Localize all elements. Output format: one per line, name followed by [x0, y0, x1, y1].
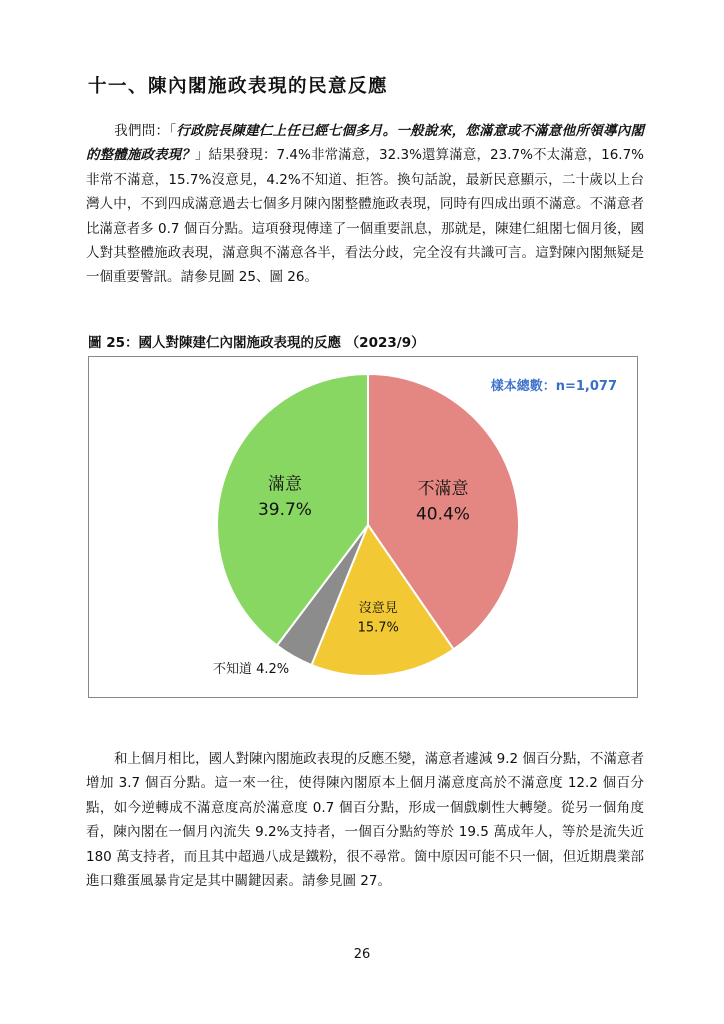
- pie-slice-value: 40.4%: [415, 504, 470, 525]
- paragraph-intro: [86, 119, 644, 290]
- paragraph-comparison: [86, 747, 644, 893]
- pie-slice-label: 不知道 4.2%: [212, 662, 290, 678]
- page-number: 26: [353, 947, 371, 962]
- pie-chart: [89, 357, 637, 697]
- figure-caption: 圖 25：國人對陳建仁內閣施政表現的反應 （2023/9）: [88, 335, 425, 351]
- pie-slice-value: 39.7%: [257, 500, 312, 521]
- sample-size-label: 樣本總數：n=1,077: [490, 379, 617, 394]
- pie-slice-name: 不滿意: [417, 479, 469, 500]
- section-title: 十一、陳內閣施政表現的民意反應: [88, 76, 389, 97]
- pie-chart-frame: [88, 356, 638, 698]
- para1-rest: 」結果發現：7.4%非常滿意，32.3%還算滿意，23.7%不太滿意，16.7%非常不滿意，15.7%沒意見，4.2%不知道、拒答。換句話說，最新民意顯示，二十歲以上台灣人中，不到四成滿意過去七個多月陳內閣整體施政表現，同時有四成出頭不滿意。不滿意者比滿意者多 0.7 個百分點。這項發現傳達了一個重要訊息，那就是，陳建仁組閣七個月後，國人對其整體施政表現，滿意與不滿意各半，看法分歧，完全沒有共識可言。這對陳內閣無疑是一個重要警訊。請參見圖 25、圖 26。: [86, 147, 644, 286]
- survey-question: 行政院長陳建仁上任已經七個多月。一般說來，您滿意或不滿意他所領導內閣的整體施政表現？: [86, 123, 645, 164]
- pie-slice-name: 滿意: [267, 474, 302, 495]
- para2-text: 和上個月相比，國人對陳內閣施政表現的反應丕變，滿意者遽減 9.2 個百分點，不滿意者增加 3.7 個百分點。這一來一往，使得陳內閣原本上個月滿意度高於不滿意度 12.2 個百分點，如今逆轉成不滿意度高於滿意度 0.7 個百分點，形成一個戲劇性大轉變。從另一個角度看，陳內閣在一個月內流失 9.2%支持者，一個百分點約等於 19.5 萬成年人，等於是流失近 180 萬支持者，而且其中超過八成是鐵粉，很不尋常。箇中原因可能不只一個，但近期農業部進口雞蛋風暴肯定是其中關鍵因素。請參見圖 27。: [86, 751, 644, 890]
- para1-lead: 我們問：「: [114, 123, 177, 139]
- pie-slice-name: 沒意見: [358, 601, 398, 617]
- pie-slice-value: 15.7%: [357, 620, 399, 636]
